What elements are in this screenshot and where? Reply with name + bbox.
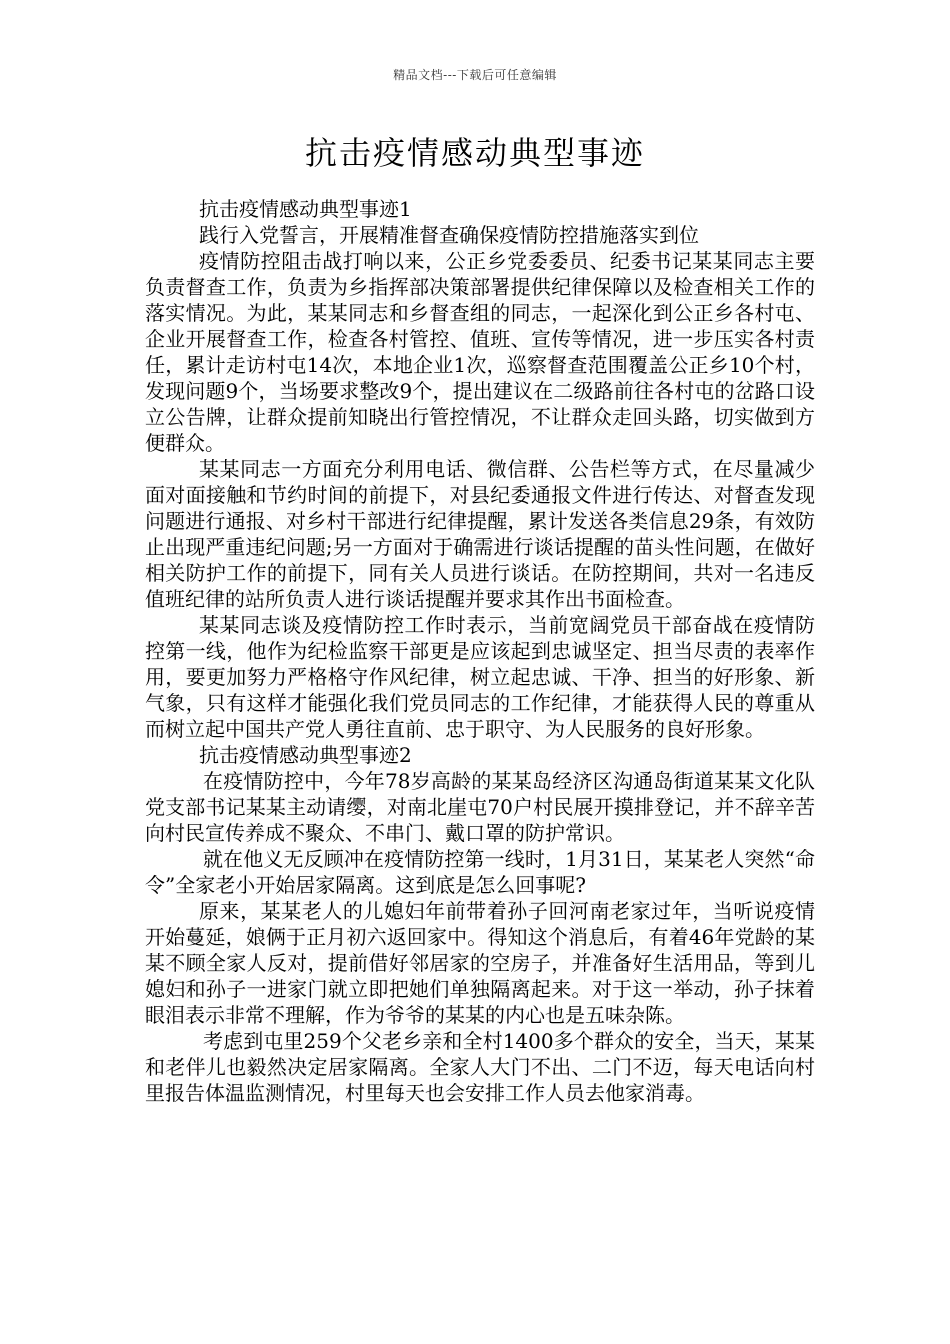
body-paragraph: 就在他义无反顾冲在疫情防控第一线时，1月31日，某某老人突然“命令”全家老小开始居家隔离。这到底是怎么回事呢? — [145, 847, 815, 897]
document-body — [145, 196, 815, 1106]
section-heading-2: 抗击疫情感动典型事迹2 — [199, 743, 412, 767]
body-paragraph: 考虑到屯里259个父老乡亲和全村1400多个群众的安全，当天，某某和老伴儿也毅然决定居家隔离。全家人大门不出、二门不迈，每天电话向村里报告体温监测情况，村里每天也会安排工作人员去他家消毒。 — [145, 1029, 815, 1105]
body-paragraph: 某某同志谈及疫情防控工作时表示，当前宽阔党员干部奋战在疫情防控第一线，他作为纪检监察干部更是应该起到忠诚坚定、担当尽责的表率作用，要更加努力严格格守作风纪律，树立起忠诚、干净、担当的好形象、新气象，只有这样才能强化我们党员同志的工作纪律，才能获得人民的尊重从而树立起中国共产党人勇往直前、忠于职守、为人民服务的良好形象。 — [145, 613, 815, 741]
section-heading-1: 抗击疫情感动典型事迹1 — [199, 197, 412, 221]
header-note: 精品文档---下载后可任意编辑 — [393, 68, 557, 82]
document-title: 抗击疫情感动典型事迹 — [304, 134, 645, 172]
body-paragraph: 原来，某某老人的儿媳妇年前带着孙子回河南老家过年，当听说疫情开始蔓延，娘俩于正月初六返回家中。得知这个消息后，有着46年党龄的某某不顾全家人反对，提前借好邻居家的空房子，并准备好生活用品，等到儿媳妇和孙子一进家门就立即把她们单独隔离起来。对于这一举动，孙子抹着眼泪表示非常不理解，作为爷爷的某某的内心也是五味杂陈。 — [145, 899, 815, 1027]
body-paragraph: 某某同志一方面充分利用电话、微信群、公告栏等方式，在尽量减少面对面接触和节约时间的前提下，对县纪委通报文件进行传达、对督查发现问题进行通报、对乡村干部进行纪律提醒，累计发送各类信息29条，有效防止出现严重违纪问题;另一方面对于确需进行谈话提醒的苗头性问题，在做好相关防护工作的前提下，同有关人员进行谈话。在防控期间，共对一名违反值班纪律的站所负责人进行谈话提醒并要求其作出书面检查。 — [145, 457, 815, 611]
body-paragraph: 疫情防控阻击战打响以来，公正乡党委委员、纪委书记某某同志主要负责督查工作，负责为乡指挥部决策部署提供纪律保障以及检查相关工作的落实情况。为此，某某同志和乡督查组的同志，一起深化到公正乡各村屯、企业开展督查工作，检查各村管控、值班、宣传等情况，进一步压实各村责任，累计走访村屯14次，本地企业1次，巡察督查范围覆盖公正乡10个村，发现问题9个，当场要求整改9个，提出建议在二级路前往各村屯的岔路口设立公告牌，让群众提前知晓出行管控情况，不让群众走回头路，切实做到方便群众。 — [145, 249, 815, 455]
body-paragraph: 在疫情防控中，今年78岁高龄的某某岛经济区沟通岛街道某某文化队党支部书记某某主动请缨，对南北崖屯70户村民展开摸排登记，并不辞辛苦向村民宣传养成不聚众、不串门、戴口罩的防护常识。 — [145, 769, 815, 845]
subheading: 践行入党誓言，开展精准督查确保疫情防控措施落实到位 — [199, 223, 699, 247]
